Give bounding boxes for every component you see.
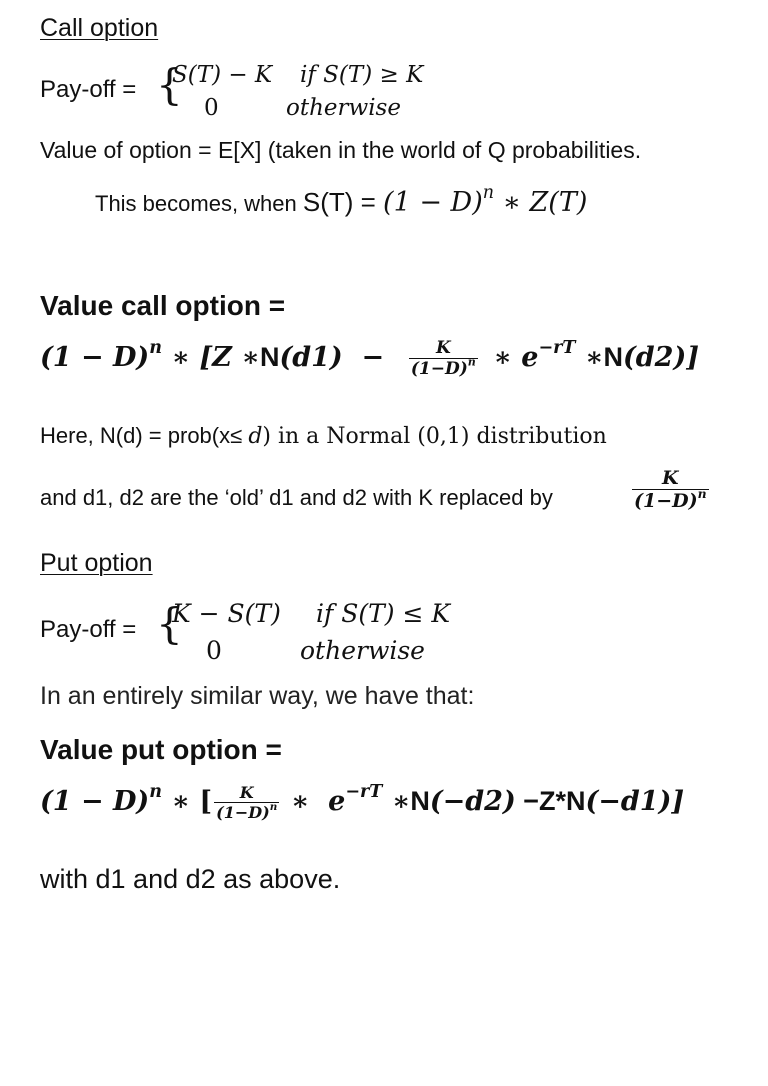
call-becomes-st: S(T) =: [302, 187, 384, 217]
call-formula-e: ∗ e: [483, 342, 539, 374]
call-payoff-case1-condition: if S(T) ≥ K: [300, 62, 424, 88]
call-formula-d1: (d1): [279, 342, 343, 374]
call-value-formula: [40, 337, 700, 379]
call-payoff-case2-expr: 0: [204, 95, 219, 121]
call-d-fraction: [632, 469, 709, 511]
call-d-frac-denominator: [632, 485, 709, 512]
call-formula-star: ∗: [575, 342, 604, 374]
call-fraction-numerator: K: [435, 338, 451, 358]
call-payoff-case2-condition: otherwise: [286, 95, 401, 121]
put-formula-bracket: ∗ [: [161, 786, 213, 818]
call-formula-exponent: n: [149, 337, 162, 358]
call-formula-bracket-z: ∗ [Z ∗: [161, 342, 260, 374]
call-formula-d2: (d2)]: [623, 342, 700, 374]
call-here-d: d: [248, 424, 263, 449]
put-tail-line: with d1 and d2 as above.: [40, 864, 341, 894]
call-becomes-formula: [383, 182, 588, 218]
call-option-heading: Call option: [40, 14, 159, 42]
put-formula-n1: N: [410, 786, 430, 817]
put-formula-star: ∗: [382, 786, 411, 818]
put-payoff-label: Pay-off =: [40, 616, 137, 643]
call-d-frac-box: [632, 469, 709, 511]
put-option-heading: Put option: [40, 549, 153, 577]
call-becomes-base: (1 − D): [383, 187, 483, 218]
put-fraction-denominator: [214, 802, 279, 821]
call-d-frac-den-base: (1−D): [634, 490, 698, 512]
put-formula-fraction: [214, 785, 279, 821]
put-payoff-case1-expr: K − S(T): [172, 599, 281, 628]
call-becomes-line: [95, 182, 588, 218]
put-formula-neg-d1: (−d1)]: [585, 786, 685, 818]
value-put-option-heading: Value put option =: [40, 734, 282, 765]
put-value-formula: [40, 781, 685, 822]
call-here-prefix: Here, N(d) = prob(x: [40, 423, 231, 448]
value-call-option-heading: Value call option =: [40, 290, 286, 321]
call-becomes-tail: ∗ Z(T): [494, 187, 588, 218]
call-fraction-den-base: (1−D): [410, 359, 468, 379]
put-formula-e: ∗ e: [281, 786, 346, 818]
call-fraction-den-exponent: n: [467, 355, 476, 369]
put-fraction-den-exponent: n: [269, 801, 278, 814]
call-formula-base: (1 − D): [40, 342, 150, 374]
call-payoff-label: Pay-off =: [40, 76, 137, 103]
call-formula-minus: −: [342, 342, 403, 374]
call-payoff-brace: {: [156, 60, 183, 109]
call-formula-factor: [40, 337, 162, 374]
call-fraction-denominator: [409, 355, 478, 379]
put-fraction-den-base: (1−D): [216, 803, 270, 822]
call-formula-e-exponent: −rT: [538, 337, 576, 358]
call-here-line: [40, 425, 607, 448]
put-formula-factor: [40, 781, 162, 818]
call-here-rest: ) in a Normal (0,1) distribution: [262, 424, 607, 449]
put-payoff-brace: {: [156, 599, 183, 648]
call-d-frac-numerator: K: [662, 467, 679, 489]
call-d1-d2-line: and d1, d2 are the ‘old’ d1 and d2 with K replaced by: [40, 485, 553, 510]
call-becomes-prefix: This becomes, when: [95, 191, 303, 216]
call-formula-fraction: [409, 340, 478, 378]
put-formula-e-exponent: −rT: [345, 781, 383, 802]
put-formula-exp-term: [281, 781, 383, 818]
call-formula-n1: N: [259, 342, 280, 373]
call-payoff-case1-expr: S(T) − K: [172, 62, 273, 88]
put-payoff-case2-condition: otherwise: [300, 636, 425, 665]
put-payoff-case2-expr: 0: [206, 636, 222, 665]
call-becomes-exponent: n: [482, 182, 495, 203]
put-payoff-case1-condition: if S(T) ≤ K: [316, 599, 451, 628]
put-formula-exponent: n: [149, 781, 162, 802]
put-formula-base: (1 − D): [40, 786, 150, 818]
call-value-expectation-line: Value of option = E[X] (taken in the world of Q probabilities.: [40, 137, 642, 163]
call-d-frac-den-exponent: n: [697, 485, 707, 501]
put-formula-neg-d2: (−d2): [429, 786, 516, 818]
put-similar-line: In an entirely similar way, we have that:: [40, 682, 475, 710]
call-formula-n2: N: [603, 342, 624, 373]
put-formula-minus-zn: −Z*N: [515, 786, 586, 817]
call-formula-exp-term: [483, 337, 576, 374]
put-fraction-numerator: K: [239, 783, 254, 802]
call-here-leq: ≤: [230, 423, 249, 448]
